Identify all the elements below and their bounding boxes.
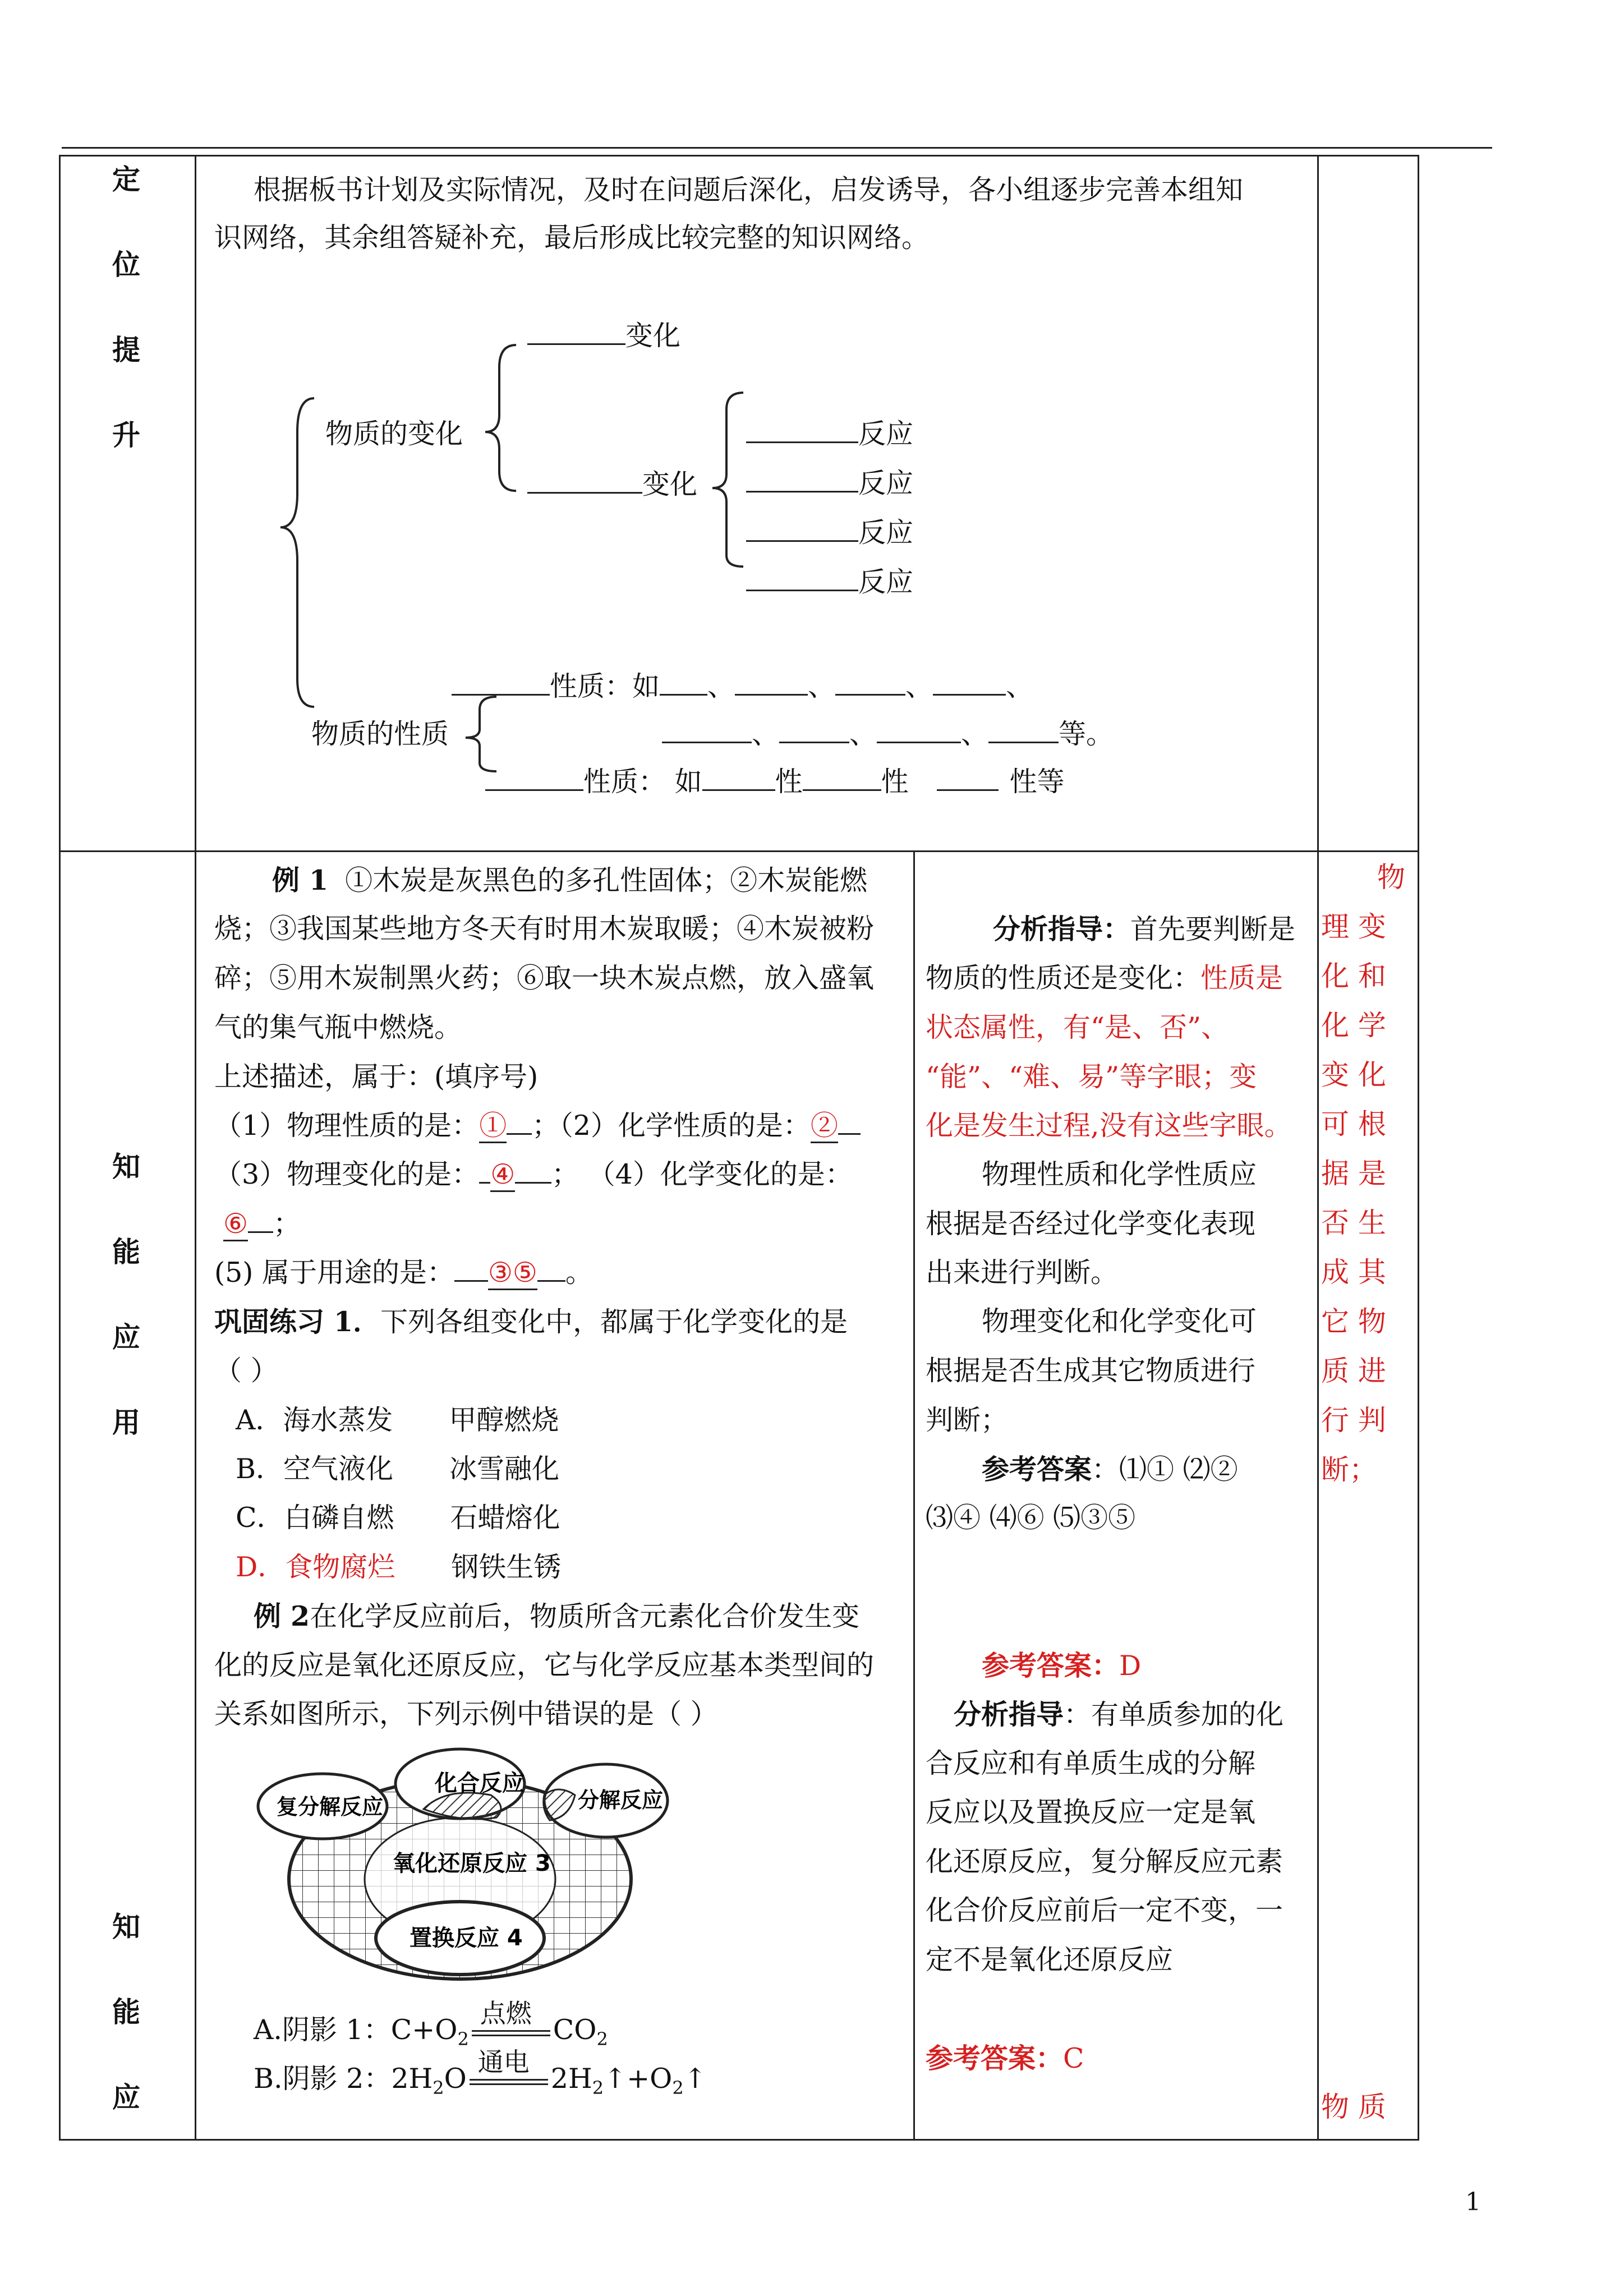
intro-line-1: 根据板书计划及实际情况，及时在问题后深化，启发诱导，各小组逐步完善本组知 [254,174,1244,206]
example2-option-a: A.阴影 1：$C+O_2$ 点燃 $CO_2$ [254,1998,608,2050]
practice1-option-a: A．海水蒸发 甲醇燃烧 [236,1404,559,1436]
analysis1-line-5: 化是发生过程,没有这些字眼。 [926,1110,1292,1142]
analysis1-para3-1: 物理变化和化学变化可 [982,1305,1257,1337]
practice1-option-c: C．白磷自燃 石蜡熔化 [236,1502,560,1534]
diagram-label-redox: 氧化还原反应 3 [393,1851,551,1876]
diagram-label-displacement: 置换反应 4 [410,1925,523,1951]
tree-property-line-3: 性质： 如 性 性 性等 [485,757,1065,807]
analysis2-line-6: 定不是氧化还原反应 [926,1944,1174,1976]
tree-reaction-3: 反应 [746,508,913,558]
tree-reaction-1: 反应 [746,409,913,459]
example1-line-4: 气的集气瓶中燃烧。 [214,1011,462,1043]
analysis2-reference-2: 参考答案：C [926,2042,1084,2074]
analysis1-line-1: 分析指导：首先要判断是 [993,913,1296,945]
example2-line-2: 化的反应是氧化还原反应，它与化学反应基本类型间的 [214,1649,875,1681]
tree-property-line-1: 性质：如 、 、 、 、 [452,662,1033,711]
diagram-label-double-decomposition: 复分解反应 [277,1795,384,1819]
analysis1-line-4: “能”、“难、易”等字眼；变 [926,1061,1257,1093]
analysis2-line-1: 分析指导：有单质参加的化 [954,1698,1284,1731]
section-label-application: 知 能 应 用 [112,1150,140,1439]
analysis1-para3-2: 根据是否生成其它物质进行 [926,1355,1256,1387]
example2-line-1: 例 2在化学反应前后，物质所含元素化合价发生变 [254,1600,860,1632]
analysis1-para3-3: 判断； [926,1404,1009,1436]
diagram-label-combination: 化合反应 [435,1770,525,1796]
analysis2-line-2: 合反应和有单质生成的分解 [926,1747,1256,1779]
analysis1-reference-2: ⑶④ ⑷⑥ ⑸③⑤ [926,1502,1136,1534]
practice1-option-d: D．食物腐烂 钢铁生锈 [236,1551,562,1583]
page-number: 1 [1465,2188,1481,2216]
practice1-question: 巩固练习 1．下列各组变化中，都属于化学变化的是 [214,1305,848,1338]
analysis1-para2-1: 物理性质和化学性质应 [982,1158,1257,1190]
example1-line-1: 例 1 ①木炭是灰黑色的多孔性固体；②木炭能燃 [272,864,868,896]
tree-reaction-4: 反应 [746,558,913,607]
example1-line-2: 烧；③我国某些地方冬天有时用木炭取暖；④木炭被粉 [214,913,875,945]
example1-line-5: 上述描述，属于：(填序号) [214,1061,539,1093]
analysis2-line-5: 化合价反应前后一定不变，一 [926,1894,1283,1926]
diagram-label-decomposition: 分解反应 [578,1788,664,1812]
tree-change-branch-1: 变化 [527,311,680,361]
analysis2-line-3: 反应以及置换反应一定是氧 [926,1796,1256,1828]
analysis1-para2-2: 根据是否经过化学变化表现 [926,1208,1256,1240]
section-label-application-continued: 知 能 应 [112,1910,140,2114]
analysis1-line-3: 状态属性，有“是、否”、 [926,1011,1229,1043]
practice1-option-b: B．空气液化 冰雪融化 [236,1453,560,1485]
analysis2-line-4: 化还原反应，复分解反应元素 [926,1846,1283,1878]
example1-line-3: 碎；⑤用木炭制黑火药；⑥取一块木炭点燃，放入盛氧 [214,962,875,994]
example1-q3-q4: （3）物理变化的是： ④ ； （4）化学变化的是： [214,1150,853,1199]
example1-q4-answer: ⑥ ； [223,1199,301,1249]
reaction-type-diagram [255,1745,682,1986]
practice1-paren: （ ） [214,1355,278,1387]
section-label-positioning: 定 位 提 升 [112,163,140,452]
analysis2-reference-1: 参考答案：D [982,1649,1142,1682]
tree-change-root: 物质的变化 [325,418,463,450]
analysis1-para2-3: 出来进行判断。 [926,1257,1119,1289]
tree-property-line-2: 、 、 、 等。 [662,710,1114,759]
tree-change-branch-2: 变化 [527,460,697,509]
header-rule [62,147,1492,149]
analysis1-line-2: 物质的性质还是变化：性质是 [926,962,1283,994]
side-note: 物 理 变 化 和 化 学 变 化 可 根 据 是 否 生 成 其 它 物 质 进 行 判 断； [1321,861,1405,1486]
example2-option-b: B.阴影 2：$2H_2O$ 通电 $2H_2↑+O_2↑$ [254,2046,707,2099]
tree-reaction-2: 反应 [746,459,913,508]
example2-line-3: 关系如图所示，下列示例中错误的是（ ） [214,1698,718,1730]
analysis1-reference-1: 参考答案：⑴① ⑵② [982,1453,1238,1485]
example1-q1-q2: （1）物理性质的是：① ；（2）化学性质的是：② [214,1101,861,1151]
intro-line-2: 识网络，其余组答疑补充，最后形成比较完整的知识网络。 [214,222,930,254]
side-note-bottom: 物 质 [1321,2091,1386,2123]
tree-property-root: 物质的性质 [311,718,449,750]
example1-q5: (5) 属于用途的是： ③⑤ 。 [214,1248,593,1297]
